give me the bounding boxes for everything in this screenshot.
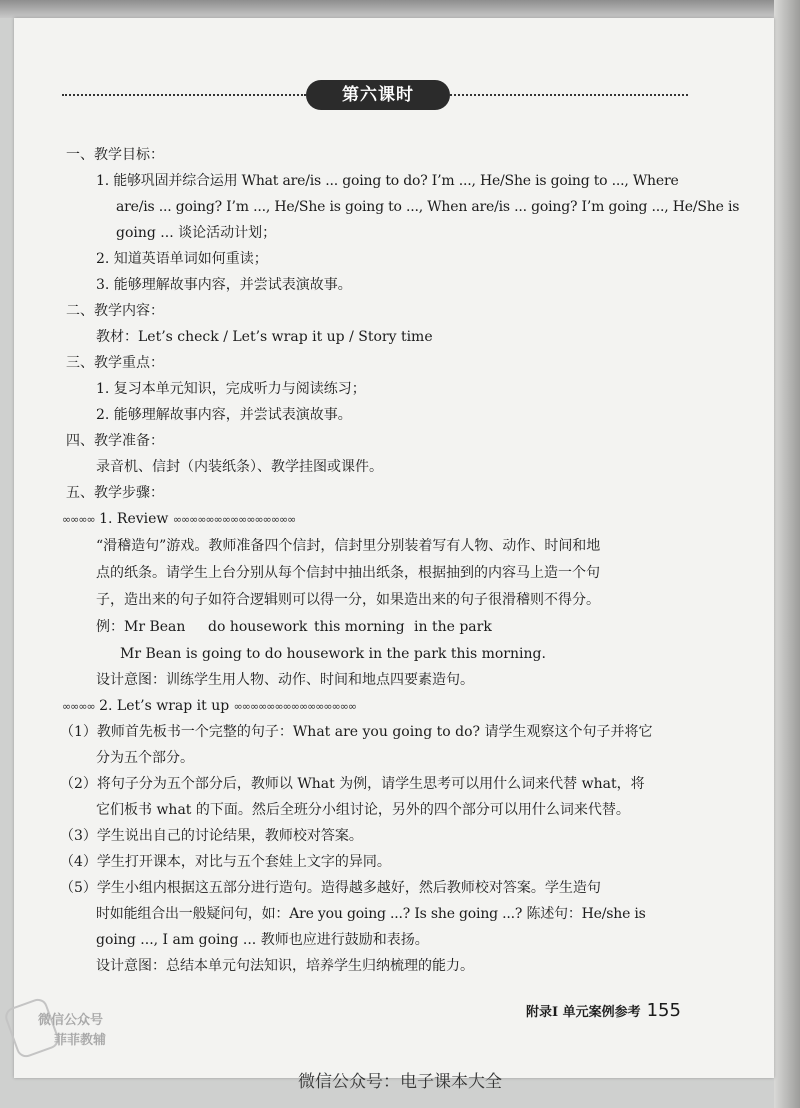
example-part-action: do housework [208, 619, 308, 635]
step-2-title: 2. Let’s wrap it up [99, 698, 230, 714]
step-2-ornament-tail: ∞∞∞∞∞∞∞∞∞∞∞∞∞∞∞ [233, 700, 357, 713]
step-2-item-2-line-2: 它们板书 what 的下面。然后全班分小组讨论，另外的四个部分可以用什么词来代替。 [96, 802, 630, 818]
stamp-line-2: 菲菲教辅 [54, 1033, 107, 1048]
step-1-header [62, 509, 295, 530]
objective-3: 3. 能够理解故事内容，并尝试表演故事。 [96, 277, 352, 293]
step-1-paragraph-line-1: “滑稽造句”游戏。教师准备四个信封，信封里分别装着写有人物、动作、时间和地 [96, 538, 601, 554]
section-heading-procedure: 五、教学步骤： [66, 485, 164, 501]
step-2-item-5-line-2: 时如能组合出一般疑问句，如：Are you going ...? Is she going ...? 陈述句：He/she is [96, 906, 646, 922]
step-2-header [62, 696, 356, 717]
objective-1-line-1: 1. 能够巩固并综合运用 What are/is ... going to do? I’m ..., He/She is going to ..., Where [96, 173, 679, 189]
header-dotted-rule-left [62, 94, 306, 96]
footer-label: 附录Ⅰ 单元案例参考 [526, 1005, 641, 1020]
step-1-example [96, 617, 492, 637]
step-1-paragraph-line-3: 子，造出来的句子如符合逻辑则可以得一分，如果造出来的句子很滑稽则不得分。 [96, 592, 600, 608]
section-heading-key-points: 三、教学重点： [66, 355, 164, 371]
objective-1-line-3: going ... 谈论活动计划； [116, 225, 277, 241]
section-heading-content: 二、教学内容： [66, 303, 164, 319]
step-1-paragraph-line-2: 点的纸条。请学生上台分别从每个信封中抽出纸条，根据抽到的内容马上造一个句 [96, 565, 600, 581]
step-2-item-1-line-2: 分为五个部分。 [96, 750, 194, 766]
bottom-watermark: 微信公众号：电子课本大全 [298, 1072, 502, 1092]
objective-1-line-2: are/is ... going? I’m ..., He/She is going to ..., When are/is ... going? I’m going ..., He/She is [116, 199, 740, 215]
page-footer [526, 1000, 681, 1021]
page-number: 155 [646, 1000, 681, 1021]
content-text: 教材：Let’s check / Let’s wrap it up / Story time [96, 329, 433, 345]
key-point-2: 2. 能够理解故事内容，并尝试表演故事。 [96, 407, 352, 423]
preparation-text: 录音机、信封（内装纸条）、教学挂图或课件。 [96, 459, 383, 475]
step-2-design-intent: 设计意图：总结本单元句法知识，培养学生归纳梳理的能力。 [96, 958, 474, 974]
example-label: 例： [96, 619, 124, 635]
page-top-shadow [0, 0, 800, 18]
step-2-item-5-line-1: （5）学生小组内根据这五部分进行造句。造得越多越好，然后教师校对答案。学生造句 [60, 880, 601, 896]
stamp-line-1: 微信公众号 [38, 1013, 104, 1028]
section-heading-objectives: 一、教学目标： [66, 147, 164, 163]
step-1-design-intent: 设计意图：训练学生用人物、动作、时间和地点四要素造句。 [96, 672, 474, 688]
step-1-ornament-tail: ∞∞∞∞∞∞∞∞∞∞∞∞∞∞∞ [172, 513, 296, 526]
step-2-ornament: ∞∞∞∞ [62, 700, 95, 713]
section-heading-preparation: 四、教学准备： [66, 433, 164, 449]
example-part-place: in the park [414, 619, 492, 635]
lesson-title-badge: 第六课时 [306, 80, 450, 110]
key-point-1: 1. 复习本单元知识，完成听力与阅读练习； [96, 381, 366, 397]
step-2-item-3: （3）学生说出自己的讨论结果，教师校对答案。 [60, 828, 363, 844]
step-2-item-4: （4）学生打开课本，对比与五个套娃上文字的异同。 [60, 854, 391, 870]
step-1-example-sentence: Mr Bean is going to do housework in the park this morning. [120, 646, 546, 662]
step-1-ornament: ∞∞∞∞ [62, 513, 95, 526]
objective-2: 2. 知道英语单词如何重读； [96, 251, 268, 267]
example-part-time: this morning [314, 619, 405, 635]
step-2-item-5-line-3: going ..., I am going ... 教师也应进行鼓励和表扬。 [96, 932, 429, 948]
wechat-stamp-watermark [0, 998, 140, 1056]
step-2-item-1-line-1: （1）教师首先板书一个完整的句子：What are you going to do? 请学生观察这个句子并将它 [60, 724, 653, 740]
header-dotted-rule-right [450, 94, 688, 96]
example-part-subject: Mr Bean [124, 619, 186, 635]
step-1-title: 1. Review [99, 511, 169, 527]
step-2-item-2-line-1: （2）将句子分为五个部分后，教师以 What 为例，请学生思考可以用什么词来代替 what，将 [60, 776, 645, 792]
page-right-edge [774, 0, 800, 1108]
